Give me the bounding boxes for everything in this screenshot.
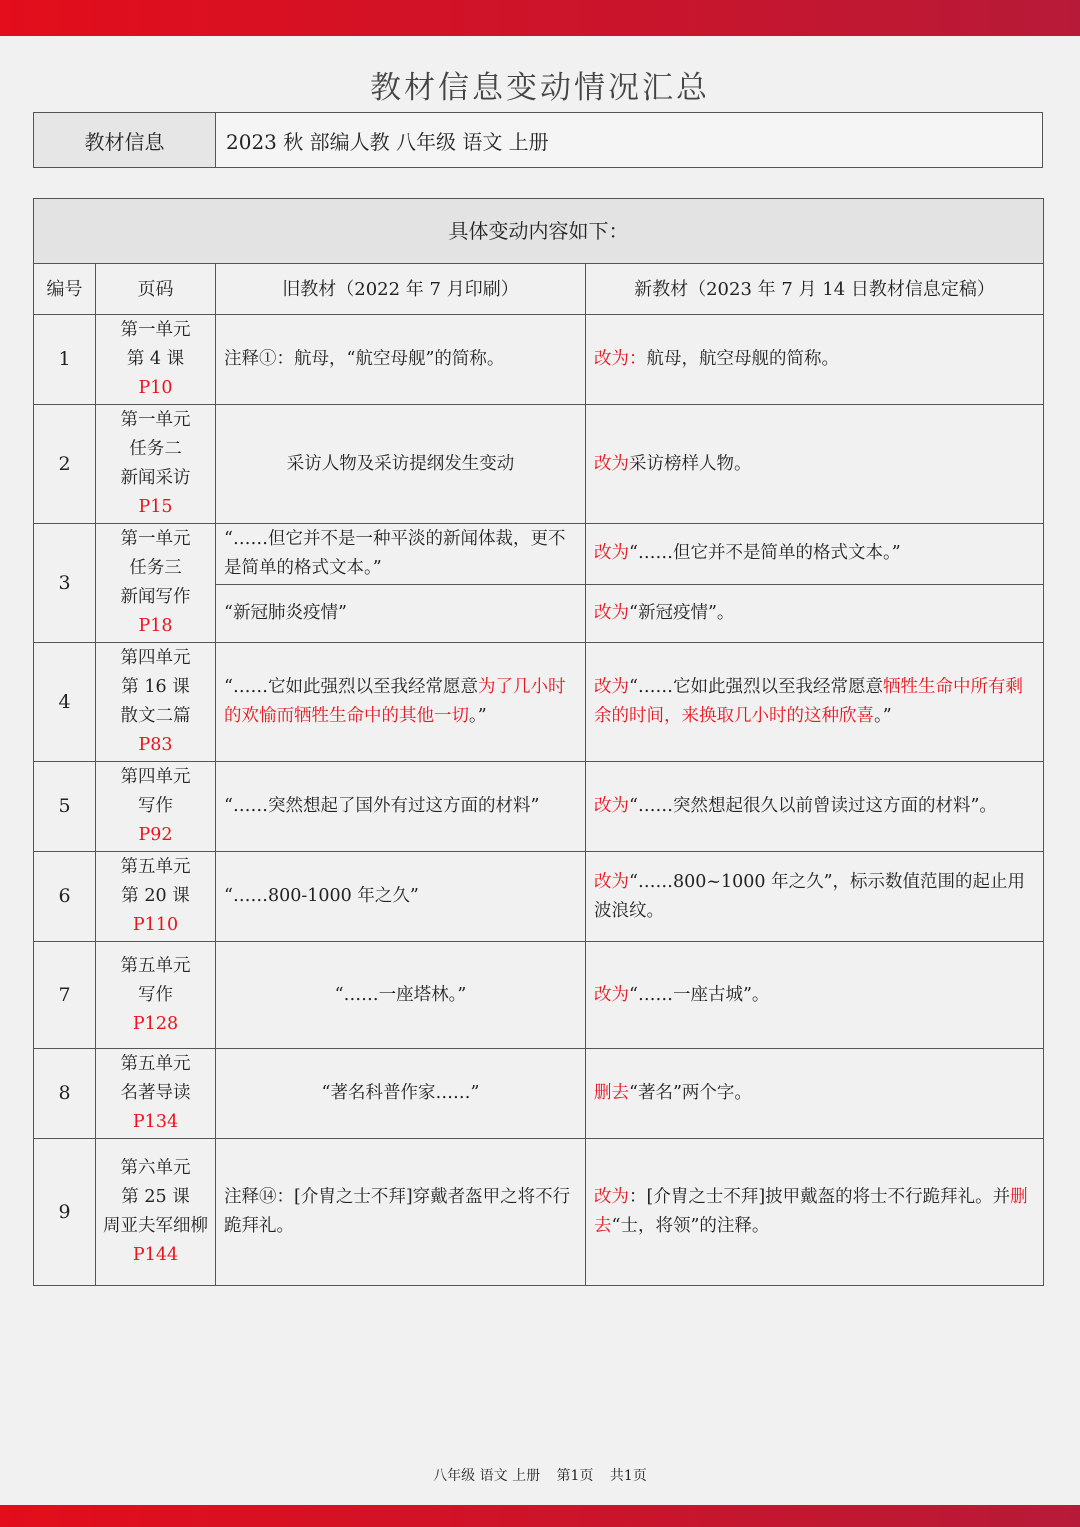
text-segment: 注释⑭：[介胄之士不拜]穿戴者盔甲之将不行跪拜礼。 (224, 1187, 571, 1236)
old-text (216, 315, 586, 405)
new-text (586, 762, 1044, 852)
text-segment: ：[介胄之士不拜]披甲戴盔的将士不行跪拜礼。并 (629, 1187, 1011, 1207)
highlight-text: 改为 (594, 796, 629, 816)
new-text (586, 584, 1044, 643)
row-number: 7 (34, 942, 96, 1049)
page-number: P18 (138, 616, 173, 636)
table-row (34, 315, 1044, 405)
page-number: P92 (138, 825, 173, 845)
table-row (34, 942, 1044, 1049)
new-text (586, 405, 1044, 524)
page-location (96, 1139, 216, 1286)
page-number: P15 (138, 497, 173, 517)
location-line: 第 4 课 (126, 349, 185, 369)
location-line: 第四单元 (120, 648, 191, 668)
location-line: 名著导读 (120, 1083, 191, 1103)
location-line: 第六单元 (120, 1158, 191, 1178)
location-line: 新闻采访 (120, 468, 191, 488)
new-text (586, 942, 1044, 1049)
old-text (216, 1139, 586, 1286)
page-location (96, 315, 216, 405)
text-segment: “著名”两个字。 (629, 1083, 752, 1103)
old-text (216, 643, 586, 762)
table-row (34, 643, 1044, 762)
new-text (586, 1049, 1044, 1139)
row-number: 3 (34, 524, 96, 643)
highlight-text: 改为 (594, 602, 629, 623)
header-new: 新教材（2023 年 7 月 14 日教材信息定稿） (586, 264, 1044, 315)
location-line: 第一单元 (120, 529, 191, 549)
new-text (586, 852, 1044, 942)
location-line: 周亚夫军细柳 (103, 1216, 208, 1236)
location-line: 任务三 (129, 558, 182, 578)
text-segment: “……它如此强烈以至我经常愿意 (629, 677, 883, 697)
location-line: 散文二篇 (120, 706, 191, 726)
location-line: 第一单元 (120, 320, 191, 340)
page-number: P10 (138, 378, 173, 398)
text-segment: 航母，航空母舰的简称。 (646, 349, 839, 369)
text-segment: “新冠肺炎疫情” (224, 602, 347, 623)
highlight-text: 改为 (594, 1187, 629, 1207)
page-location (96, 762, 216, 852)
table-row (34, 852, 1044, 942)
footer-grade: 八年级 语文 上册 (433, 1468, 541, 1484)
highlight-text: 删去 (594, 1083, 629, 1103)
page-location (96, 852, 216, 942)
page-location (96, 942, 216, 1049)
page-number: P128 (132, 1013, 179, 1034)
changes-table (33, 198, 1044, 1286)
highlight-text: 改为 (594, 677, 629, 697)
row-number: 1 (34, 315, 96, 405)
text-segment: “……一座古城”。 (629, 984, 770, 1005)
header-no: 编号 (34, 264, 96, 315)
location-line: 第四单元 (120, 767, 191, 787)
row-number: 6 (34, 852, 96, 942)
text-segment: “……但它并不是简单的格式文本。” (629, 543, 901, 564)
highlight-text: 改为 (594, 871, 629, 892)
text-segment: 注释①：航母，“航空母舰”的简称。 (224, 349, 505, 369)
old-text (216, 852, 586, 942)
table-row (34, 762, 1044, 852)
highlight-text: 改为： (594, 349, 647, 369)
location-line: 第一单元 (120, 410, 191, 430)
page-title: 教材信息变动情况汇总 (370, 70, 710, 106)
text-segment: “……800~1000 年之久”，标示数值范围的起止用波浪纹。 (594, 871, 1026, 921)
location-line: 第 16 课 (121, 677, 190, 697)
table-caption: 具体变动内容如下： (34, 199, 1044, 264)
highlight-text: 改为 (594, 453, 629, 474)
highlight-text: 删去 (594, 1187, 1028, 1236)
footer-page: 第1页 (556, 1468, 594, 1484)
text-segment: 采访榜样人物。 (629, 453, 752, 474)
location-line: 写作 (138, 984, 173, 1005)
header-old: 旧教材（2022 年 7 月印刷） (216, 264, 586, 315)
text-segment: “……800-1000 年之久” (224, 886, 419, 906)
text-segment: “新冠疫情”。 (629, 602, 735, 623)
location-line: 第 20 课 (121, 886, 190, 906)
location-line: 第五单元 (120, 955, 191, 976)
row-number: 2 (34, 405, 96, 524)
page-location (96, 1049, 216, 1139)
table-row (34, 405, 1044, 524)
text-segment: “……突然想起了国外有过这方面的材料” (224, 796, 540, 816)
text-segment: “著名科普作家……” (321, 1083, 480, 1103)
old-text (216, 942, 586, 1049)
text-segment: “士，将领”的注释。 (611, 1216, 770, 1236)
old-text (216, 762, 586, 852)
new-text (586, 1139, 1044, 1286)
row-number: 4 (34, 643, 96, 762)
info-label: 教材信息 (34, 113, 216, 167)
table-row (34, 1049, 1044, 1139)
row-number: 5 (34, 762, 96, 852)
text-segment: “……一座塔林。” (334, 984, 467, 1005)
page-location (96, 643, 216, 762)
table-row (34, 1139, 1044, 1286)
page-number: P134 (132, 1112, 179, 1132)
textbook-info-box (33, 112, 1043, 168)
location-line: 第 25 课 (121, 1187, 190, 1207)
text-segment: 。” (874, 706, 892, 726)
new-text (586, 524, 1044, 585)
text-segment: 。” (469, 706, 487, 726)
table-row (34, 524, 1044, 585)
header-page: 页码 (96, 264, 216, 315)
text-segment: “……但它并不是一种平淡的新闻体裁，更不是简单的格式文本。” (224, 528, 566, 578)
location-line: 第五单元 (120, 857, 191, 877)
footer-total: 共1页 (609, 1468, 647, 1484)
location-line: 写作 (138, 796, 173, 816)
highlight-text: 为了几小时的欢愉而牺牲生命中的其他一切 (224, 677, 566, 726)
page-number: P144 (132, 1245, 179, 1265)
page-number: P110 (132, 915, 179, 935)
location-line: 新闻写作 (120, 587, 191, 607)
location-line: 第五单元 (120, 1054, 191, 1074)
location-line: 任务二 (129, 439, 182, 459)
text-segment: “……它如此强烈以至我经常愿意 (224, 677, 478, 697)
row-number: 9 (34, 1139, 96, 1286)
page-location (96, 405, 216, 524)
row-number: 8 (34, 1049, 96, 1139)
page-number: P83 (138, 735, 173, 755)
bottom-banner (0, 1505, 1080, 1527)
new-text (586, 315, 1044, 405)
page-location (96, 524, 216, 643)
text-segment: 采访人物及采访提纲发生变动 (286, 453, 515, 474)
highlight-text: 改为 (594, 543, 629, 564)
page-footer (0, 1465, 1080, 1485)
info-value: 2023 秋 部编人教 八年级 语文 上册 (226, 129, 549, 154)
old-text (216, 524, 586, 585)
highlight-text: 改为 (594, 984, 629, 1005)
old-text (216, 405, 586, 524)
highlight-text: 牺牲生命中所有剩余的时间，来换取几小时的这种欣喜 (594, 677, 1023, 726)
new-text (586, 643, 1044, 762)
old-text (216, 584, 586, 643)
text-segment: “……突然想起很久以前曾读过这方面的材料”。 (629, 796, 997, 816)
top-banner (0, 0, 1080, 36)
old-text (216, 1049, 586, 1139)
